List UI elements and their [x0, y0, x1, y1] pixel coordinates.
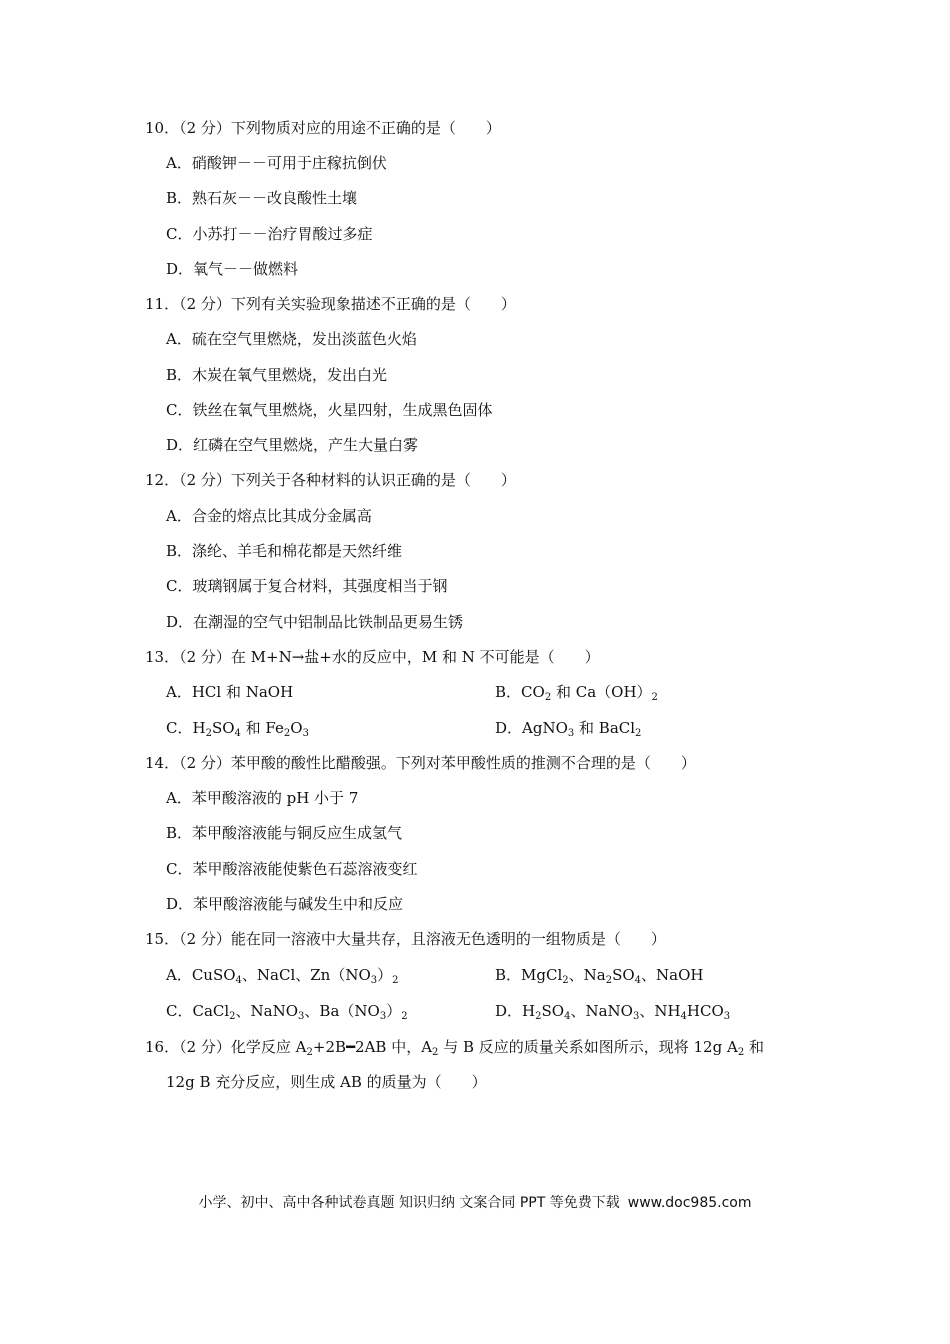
question-15-option-b: B．MgCl$_2$、$Na_2SO_4$、NaOH [495, 966, 704, 986]
question-11-stem: 11．（2 分）下列有关实验现象描述不正确的是（ ） [145, 295, 516, 313]
page-footer [0, 1192, 950, 1212]
question-13-option-c: C．$H_2SO_4$ 和 $Fe_2O_3$ [166, 719, 309, 739]
question-15-option-d: D．$H_2SO_4$、NaNO$_3$、$NH_4HCO_3$ [495, 1002, 731, 1022]
question-13-stem: 13．（2 分）在 M+N→盐+水的反应中，M 和 N 不可能是（ ） [145, 648, 600, 666]
question-11-option-a: A．硫在空气里燃烧，发出淡蓝色火焰 [166, 330, 417, 348]
footer-text: 小学、初中、高中各种试卷真题 知识归纳 文案合同 PPT 等免费下载 [198, 1195, 620, 1211]
question-14-option-b: B．苯甲酸溶液能与铜反应生成氢气 [166, 824, 403, 842]
question-12-option-b: B．涤纶、羊毛和棉花都是天然纤维 [166, 542, 403, 560]
question-11-option-b: B．木炭在氧气里燃烧，发出白光 [166, 366, 388, 384]
question-11-option-d: D．红磷在空气里燃烧，产生大量白雾 [166, 436, 419, 454]
question-12-option-d: D．在潮湿的空气中铝制品比铁制品更易生锈 [166, 613, 464, 631]
question-10-option-a: A．硝酸钾－－可用于庄稼抗倒伏 [166, 154, 387, 172]
question-14-option-a: A．苯甲酸溶液的 pH 小于 7 [166, 789, 359, 807]
question-14-option-c: C．苯甲酸溶液能使紫色石蕊溶液变红 [166, 860, 418, 878]
question-14-option-d: D．苯甲酸溶液能与碱发生中和反应 [166, 895, 404, 913]
question-15-option-a: A．CuSO$_4$、NaCl、$Zn(NO_3)_2$ [166, 966, 399, 986]
question-15-option-c: C．CaCl$_2$、NaNO$_3$、$Ba(NO_3)_2$ [166, 1002, 408, 1022]
question-13-option-d: D．AgNO$_3$ 和 BaCl$_2$ [495, 719, 642, 739]
question-12-option-c: C．玻璃钢属于复合材料，其强度相当于钢 [166, 577, 448, 595]
question-11-option-c: C．铁丝在氧气里燃烧，火星四射，生成黑色固体 [166, 401, 493, 419]
question-10-option-c: C．小苏打－－治疗胃酸过多症 [166, 225, 373, 243]
footer-url: www.doc985.com [627, 1195, 752, 1211]
question-16-stem-continued: 12g B 充分反应，则生成 AB 的质量为（ ） [166, 1073, 487, 1091]
question-10-option-b: B．熟石灰－－改良酸性土壤 [166, 189, 358, 207]
question-13-option-a: A．HCl 和 NaOH [166, 683, 294, 701]
question-12-stem: 12．（2 分）下列关于各种材料的认识正确的是（ ） [145, 471, 516, 489]
question-10-stem: 10．（2 分）下列物质对应的用途不正确的是（ ） [145, 119, 501, 137]
question-12-option-a: A．合金的熔点比其成分金属高 [166, 507, 372, 525]
question-10-option-d: D．氧气－－做燃料 [166, 260, 299, 278]
question-14-stem: 14．（2 分）苯甲酸的酸性比醋酸强。下列对苯甲酸性质的推测不合理的是（ ） [145, 754, 696, 772]
question-15-stem: 15．（2 分）能在同一溶液中大量共存，且溶液无色透明的一组物质是（ ） [145, 930, 666, 948]
question-16-stem: 16．（2 分）化学反应 $A_2+2B━2AB$ 中，$A_2$ 与 B 反应的质量关系如图所示，现将 12g $A_2$ 和 [145, 1038, 764, 1058]
question-13-option-b: B．$CO_2$ 和 $Ca(OH)_2$ [495, 683, 658, 703]
